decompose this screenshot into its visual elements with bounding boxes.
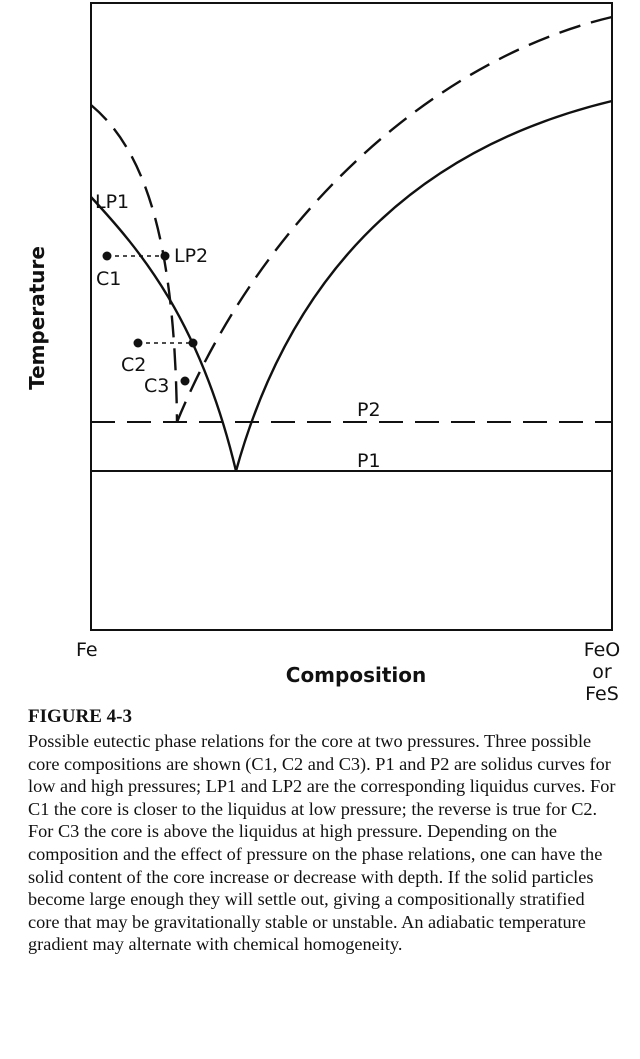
c1-liquidus-point xyxy=(161,252,170,261)
c2-point xyxy=(134,339,143,348)
lp1-liquidus-right-branch xyxy=(236,101,612,471)
c2-liquidus-point xyxy=(189,339,198,348)
c1-point xyxy=(103,252,112,261)
x-axis-left-label: Fe xyxy=(76,639,98,661)
x-axis-right-label-line-2: or xyxy=(592,661,612,683)
lp2-liquidus-right-branch xyxy=(177,17,612,422)
x-axis-right-label-line-1: FeO xyxy=(583,639,621,661)
c2-label: C2 xyxy=(121,354,147,376)
lp1-liquidus-left-branch xyxy=(91,197,236,471)
caption-body: Possible eutectic phase relations for the core at two pressures. Three possible core compositions are shown (C1, C2 and C3). P1 and P2 are solidus curves for low and high pressures; LP1 and LP2 are the corresponding liquidus curves. For C1 the core is closer to the liquidus at low pressure; the reverse is true for C2. For C3 the core is above the liquidus at high pressure. Depending on the composition and the effect of pressure on the phase relations, one can have the solid content of the core increase or decrease with depth. If the solid particles become large enough they will settle out, giving a compositionally stratified core that may be gravitationally stable or unstable. An adiabatic temperature gradient may alternate with chemical homogeneity. xyxy=(28,731,616,955)
caption-title: FIGURE 4-3 xyxy=(28,706,132,727)
c3-label: C3 xyxy=(144,375,170,397)
x-axis-right-label-line-3: FeS xyxy=(585,683,619,705)
lp1-label: LP1 xyxy=(95,191,130,213)
p2-label: P2 xyxy=(357,399,381,421)
c1-label: C1 xyxy=(96,268,122,290)
c3-point xyxy=(181,377,190,386)
x-axis-label: Composition xyxy=(285,663,427,687)
lp2-label: LP2 xyxy=(174,245,209,267)
y-axis-label: Temperature xyxy=(25,246,49,390)
plot-frame xyxy=(91,3,612,630)
figure-caption xyxy=(28,706,618,956)
p1-label: P1 xyxy=(357,450,381,472)
